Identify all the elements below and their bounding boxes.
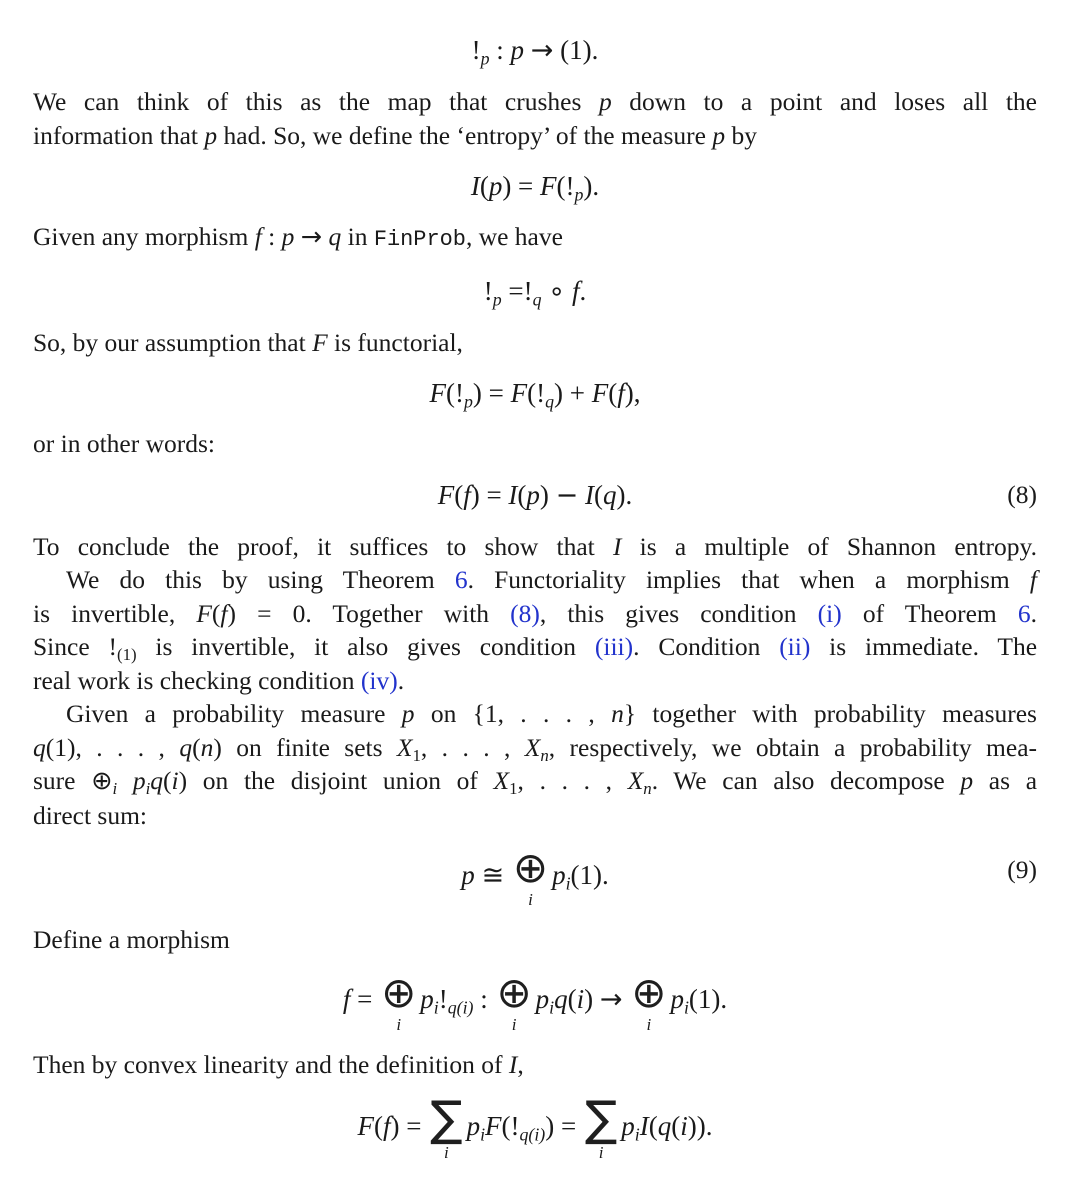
text-line bbox=[33, 764, 1037, 799]
text-run: 1 bbox=[412, 745, 421, 765]
big-oplus-operator: ⊕ i bbox=[496, 967, 532, 1034]
equation-body bbox=[483, 275, 587, 309]
math-var: q bbox=[554, 984, 568, 1015]
text-line bbox=[33, 326, 1037, 360]
text-run: (1). bbox=[570, 859, 609, 890]
math-var: p bbox=[420, 984, 434, 1015]
text-run: had. So, we define the ‘entropy’ of the measure bbox=[217, 120, 713, 150]
math-var: q bbox=[179, 732, 193, 762]
paragraph-given-morphism bbox=[33, 220, 1037, 257]
text-line bbox=[33, 697, 1037, 731]
text-run: ( bbox=[454, 479, 464, 510]
text-run: . We can also decompose bbox=[651, 766, 961, 795]
text-run: ( bbox=[567, 984, 577, 1015]
math-var: n bbox=[200, 732, 214, 762]
text-run: by bbox=[725, 120, 757, 150]
text-run: real work is checking condition bbox=[33, 665, 361, 695]
text-run: So, by our assumption that bbox=[33, 327, 313, 357]
equation-entropy-def bbox=[33, 166, 1037, 206]
math-var: F bbox=[437, 479, 455, 510]
text-run: , bbox=[517, 1049, 524, 1079]
math-var: i bbox=[576, 984, 585, 1015]
text-run: − bbox=[555, 479, 579, 511]
text-line bbox=[33, 630, 1037, 664]
big-sum-operator: ∑ i bbox=[584, 1091, 618, 1162]
text-run: → bbox=[599, 984, 623, 1016]
text-run: ). bbox=[583, 171, 600, 201]
text-run: → bbox=[530, 35, 554, 66]
text-run: . bbox=[1030, 598, 1037, 628]
text-run: ) = bbox=[390, 1110, 429, 1141]
math-var: I bbox=[639, 1110, 649, 1141]
math-var: f bbox=[383, 1110, 391, 1141]
equation-body bbox=[429, 378, 641, 412]
text-run: ) bbox=[584, 984, 600, 1015]
math-var: i bbox=[433, 997, 439, 1018]
math-var: p bbox=[204, 120, 218, 150]
text-line bbox=[33, 597, 1037, 631]
equation-body bbox=[438, 480, 633, 510]
text-line bbox=[33, 731, 1037, 765]
math-var: p bbox=[526, 479, 540, 510]
text-run: ) on finite sets bbox=[213, 732, 397, 762]
math-var: f bbox=[254, 222, 262, 251]
text-run: ≅ bbox=[481, 859, 505, 891]
math-var: n bbox=[643, 779, 652, 799]
math-var: X bbox=[524, 732, 541, 762]
math-var: F bbox=[591, 378, 609, 408]
math-var: F bbox=[429, 378, 446, 408]
math-var: p bbox=[281, 222, 295, 251]
equation-body bbox=[470, 171, 600, 205]
paragraph-define-morphism bbox=[33, 923, 1037, 957]
math-var: I bbox=[508, 1049, 518, 1079]
math-var: X bbox=[493, 766, 510, 795]
math-var: p bbox=[598, 87, 612, 116]
math-var: I bbox=[470, 171, 480, 201]
big-oplus-operator: ⊕ i bbox=[512, 843, 549, 909]
text-run: ⊕ bbox=[91, 766, 113, 796]
equation-number: (9) bbox=[1007, 854, 1037, 884]
text-run: ( bbox=[608, 378, 618, 408]
equation-functorial-sum bbox=[33, 373, 1037, 413]
text-run: . bbox=[397, 665, 405, 695]
text-line bbox=[33, 799, 1037, 833]
math-var: f bbox=[463, 479, 471, 510]
equation-body bbox=[461, 843, 609, 909]
math-var: p bbox=[488, 171, 503, 201]
math-var: p bbox=[480, 48, 490, 69]
text-run: ( bbox=[479, 171, 489, 201]
paragraph-convex-linearity bbox=[33, 1048, 1037, 1082]
math-var: p bbox=[401, 699, 415, 728]
math-var: f bbox=[342, 984, 351, 1015]
math-var: F bbox=[357, 1110, 374, 1141]
text-run: ( bbox=[671, 1110, 681, 1141]
text-run: ) on the disjoint union of bbox=[178, 766, 494, 795]
text-run: (! bbox=[446, 378, 464, 408]
math-var: F bbox=[485, 1110, 502, 1141]
math-var: F bbox=[312, 327, 328, 357]
ref-link[interactable]: 6 bbox=[1017, 598, 1031, 628]
text-run bbox=[117, 766, 133, 795]
text-run: We do this by using Theorem bbox=[66, 565, 455, 594]
text-run: , . . . , bbox=[420, 732, 525, 762]
text-run: . bbox=[579, 275, 587, 306]
ref-link[interactable]: (iii) bbox=[594, 632, 634, 661]
math-var: q bbox=[657, 1110, 672, 1141]
text-run: ). bbox=[616, 479, 633, 510]
text-run: ) = bbox=[472, 378, 511, 408]
equation-number: (8) bbox=[1007, 480, 1037, 509]
text-run: : bbox=[261, 222, 282, 251]
big-oplus-operator: ⊕ i bbox=[631, 967, 667, 1034]
equation-body bbox=[342, 967, 728, 1034]
math-var: i bbox=[634, 1124, 640, 1145]
text-run: is a multiple of Shannon entropy. bbox=[621, 531, 1037, 561]
math-var: p bbox=[552, 859, 566, 890]
text-line bbox=[33, 923, 1037, 957]
text-run: ! bbox=[438, 984, 448, 1015]
text-run: ), bbox=[624, 378, 641, 408]
text-run: is invertible, bbox=[33, 598, 197, 628]
text-run: 1 bbox=[509, 779, 518, 799]
math-var: f bbox=[1029, 565, 1037, 594]
equation-bang-composition bbox=[33, 271, 1037, 312]
text-run: (1) bbox=[116, 645, 137, 665]
text-run: (1). bbox=[553, 35, 599, 65]
math-var: p bbox=[574, 184, 584, 205]
math-var: f bbox=[617, 378, 625, 408]
text-run: in bbox=[341, 222, 374, 251]
math-var: p bbox=[466, 1110, 481, 1141]
math-var: i bbox=[549, 997, 555, 1018]
math-var: I bbox=[508, 479, 518, 510]
equation-body bbox=[357, 1091, 713, 1162]
text-run: : bbox=[489, 35, 511, 65]
math-var: p bbox=[712, 120, 726, 150]
text-run: (1). bbox=[688, 984, 728, 1015]
text-run: is immediate. The bbox=[810, 632, 1038, 661]
text-run: ) = bbox=[545, 1110, 583, 1141]
text-run bbox=[524, 35, 531, 65]
text-line bbox=[33, 530, 1037, 564]
math-var: i bbox=[145, 779, 151, 799]
text-run: ) + bbox=[554, 378, 592, 408]
paragraph-functorial bbox=[33, 326, 1037, 360]
equation-morphism-f bbox=[33, 967, 1037, 1034]
text-run: . Condition bbox=[633, 632, 780, 661]
text-run: ) = bbox=[502, 171, 541, 201]
text-run: → bbox=[300, 222, 323, 252]
math-var: q bbox=[603, 479, 617, 510]
text-run: =! bbox=[501, 275, 533, 306]
text-run: (! bbox=[501, 1110, 520, 1141]
text-run: ! bbox=[471, 35, 481, 65]
math-var: f bbox=[220, 598, 228, 628]
equation-body bbox=[471, 35, 599, 69]
math-var: i bbox=[680, 1110, 688, 1141]
math-var: n bbox=[540, 745, 549, 765]
math-var: i bbox=[112, 779, 118, 799]
ref-link[interactable]: (ii) bbox=[779, 632, 811, 661]
text-line bbox=[33, 563, 1037, 597]
text-line bbox=[33, 664, 1037, 698]
math-var: X bbox=[396, 732, 413, 762]
text-run: Since ! bbox=[33, 632, 117, 661]
tt-text: FinProb bbox=[373, 227, 466, 252]
math-var: I bbox=[612, 531, 622, 561]
math-var: i bbox=[480, 1124, 486, 1145]
text-run: , we have bbox=[465, 222, 563, 251]
equation-bang-p bbox=[33, 30, 1037, 71]
math-var: F bbox=[510, 378, 528, 408]
text-run: } together with probability measures bbox=[623, 699, 1037, 728]
paragraph-in-other-words bbox=[33, 427, 1037, 461]
text-run bbox=[504, 860, 511, 890]
math-var: q bbox=[33, 732, 46, 762]
text-run: , respectively, we obtain a probability mea- bbox=[548, 732, 1038, 762]
equation-9 bbox=[33, 843, 1037, 909]
text-run: ) = 0. Together with bbox=[227, 598, 511, 628]
text-line bbox=[33, 220, 1037, 257]
big-sum-operator: ∑ i bbox=[430, 1091, 463, 1162]
text-run: (! bbox=[527, 378, 546, 408]
math-var: q bbox=[532, 288, 542, 309]
text-run: (! bbox=[556, 171, 575, 201]
math-var: i bbox=[683, 997, 689, 1018]
text-line bbox=[33, 85, 1037, 119]
math-var: X bbox=[627, 766, 644, 795]
text-run: (1), . . . , bbox=[45, 732, 180, 762]
text-run: Then by convex linearity and the definition of bbox=[33, 1049, 509, 1079]
math-var: q bbox=[545, 391, 554, 412]
text-run: ( bbox=[163, 766, 172, 795]
text-run: of Theorem bbox=[841, 598, 1018, 628]
text-run: ! bbox=[483, 275, 493, 306]
text-line bbox=[33, 427, 1037, 461]
text-line bbox=[33, 1048, 1037, 1082]
math-var: I bbox=[585, 479, 595, 510]
text-run: ∘ bbox=[548, 275, 566, 307]
math-var: p bbox=[132, 766, 146, 795]
text-run: = bbox=[350, 984, 380, 1015]
text-run: Define a morphism bbox=[33, 925, 230, 954]
text-run: , . . . , bbox=[517, 766, 628, 795]
text-run: as a bbox=[973, 766, 1038, 795]
math-var: p bbox=[463, 391, 473, 412]
text-run: , this gives condition bbox=[539, 598, 818, 628]
text-run: down to a point and loses all the bbox=[611, 87, 1037, 116]
text-run: We can think of this as the map that crushes bbox=[33, 87, 599, 116]
text-run: sure bbox=[33, 766, 92, 795]
math-var: q bbox=[150, 766, 164, 795]
math-var: n bbox=[611, 699, 624, 728]
text-run: )). bbox=[687, 1110, 713, 1141]
math-var: p bbox=[960, 766, 974, 795]
paragraph-crush bbox=[33, 85, 1037, 152]
paragraph-proof-conclusion bbox=[33, 530, 1037, 833]
text-run: : bbox=[473, 984, 495, 1015]
ref-link[interactable]: (8) bbox=[510, 598, 540, 628]
ref-link[interactable]: 6 bbox=[454, 565, 468, 594]
text-run bbox=[623, 984, 630, 1014]
text-run: on {1, . . . , bbox=[414, 699, 612, 728]
equation-8 bbox=[33, 475, 1037, 516]
text-run: information that bbox=[33, 120, 205, 150]
text-run: ( bbox=[374, 1110, 383, 1141]
text-run: direct sum: bbox=[33, 800, 148, 830]
text-run: . Functoriality implies that when a morphism bbox=[467, 565, 1030, 594]
text-run: Given any morphism bbox=[33, 222, 255, 251]
ref-link[interactable]: (iv) bbox=[360, 665, 398, 695]
text-run: ) bbox=[539, 479, 556, 510]
big-oplus-operator: ⊕ i bbox=[381, 967, 417, 1034]
text-run: To conclude the proof, it suffices to show that bbox=[33, 531, 613, 561]
text-run: ) = bbox=[470, 479, 509, 510]
equation-convex-linearity-sum bbox=[33, 1091, 1037, 1162]
math-var: i bbox=[171, 766, 179, 795]
text-run: is invertible, it also gives condition bbox=[136, 632, 595, 661]
text-run: or in other words: bbox=[33, 429, 216, 458]
text-run: is functorial, bbox=[327, 327, 463, 357]
text-run: ( bbox=[594, 479, 604, 510]
math-var: q bbox=[328, 222, 342, 251]
text-run: ( bbox=[648, 1110, 658, 1141]
text-run bbox=[565, 276, 572, 306]
math-var: F bbox=[540, 171, 557, 201]
math-var: p bbox=[621, 1110, 635, 1141]
math-var: i bbox=[565, 873, 571, 894]
math-var: q(i) bbox=[447, 997, 474, 1018]
math-var: F bbox=[196, 598, 212, 628]
text-line bbox=[33, 119, 1037, 153]
math-var: p bbox=[492, 288, 502, 309]
math-var: f bbox=[571, 275, 580, 306]
math-var: p bbox=[670, 984, 684, 1015]
math-var: p bbox=[510, 35, 525, 65]
math-var: p bbox=[535, 984, 550, 1015]
text-run: ( bbox=[517, 479, 527, 510]
math-var: q(i) bbox=[519, 1124, 546, 1145]
text-run: ( bbox=[211, 598, 221, 628]
text-run: ( bbox=[192, 732, 201, 762]
ref-link[interactable]: (i) bbox=[817, 598, 842, 628]
text-run: Given a probability measure bbox=[66, 699, 402, 728]
math-var: p bbox=[461, 859, 475, 890]
